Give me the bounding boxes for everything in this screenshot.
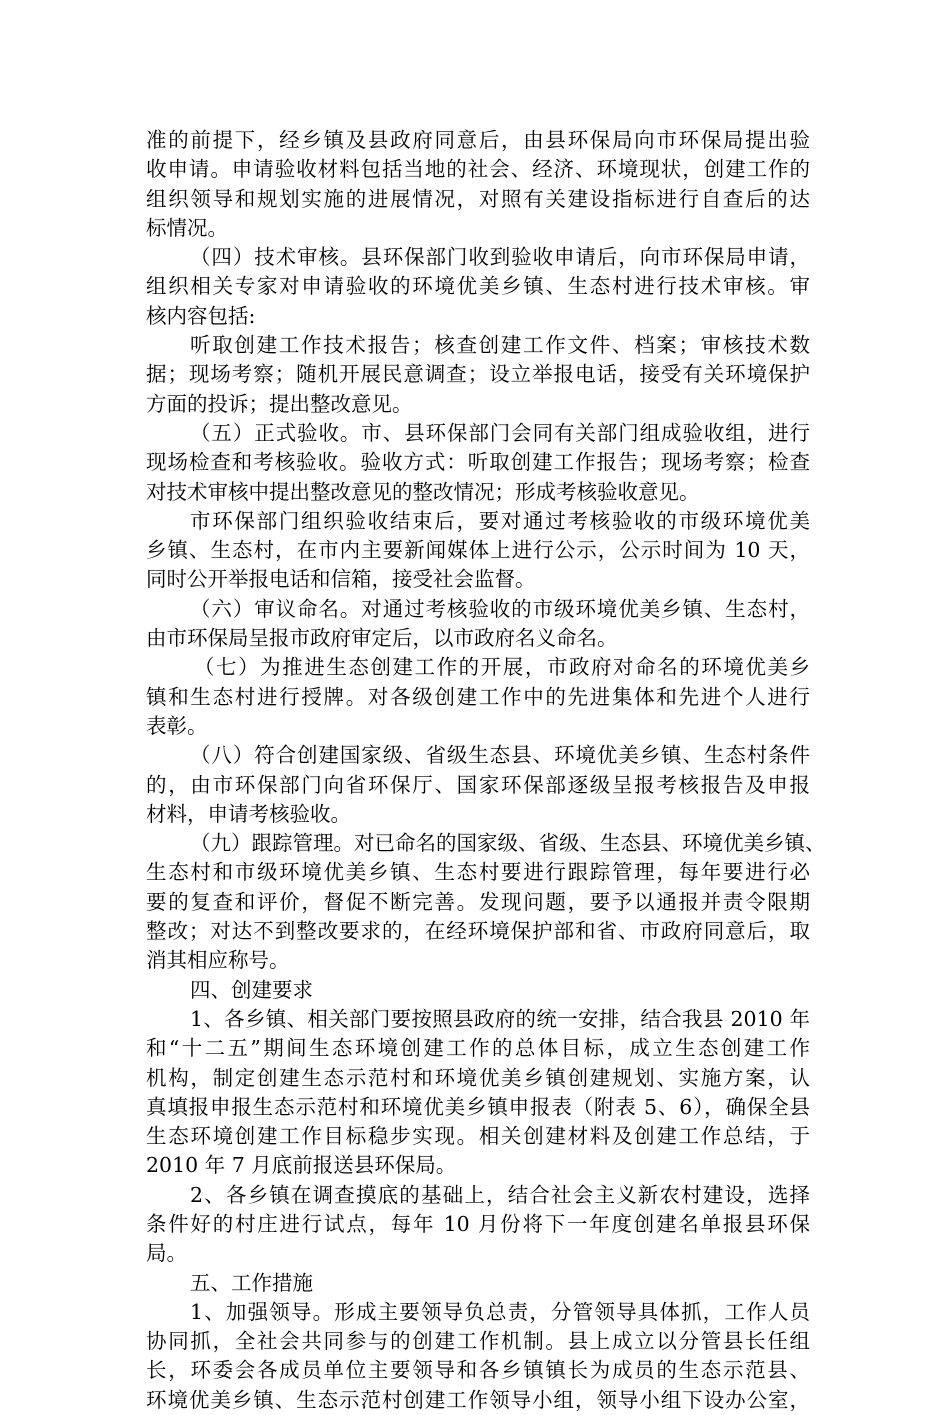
text-line: （五）正式验收。市、县环保部门会同有关部门组成验收组，进行 [190,420,810,445]
text-line: 1、各乡镇、相关部门要按照县政府的统一安排，结合我县 2010 年 [190,1006,810,1031]
text-line: 组织领导和规划实施的进展情况，对照有关建设指标进行自查后的达 [146,186,810,211]
text-line: 据；现场考察；随机开展民意调查；设立举报电话，接受有关环境保护 [146,362,810,387]
text-line: （六）审议命名。对通过考核验收的市级环境优美乡镇、生态村， [190,596,810,621]
text-line: 对技术审核中提出整改意见的整改情况；形成考核验收意见。 [146,479,700,504]
text-line: 材料，申请考核验收。 [146,801,351,826]
text-line: 整改；对达不到整改要求的，在经环境保护部和省、市政府同意后，取 [146,919,810,944]
text-line: 同时公开举报电话和信箱，接受社会监督。 [146,567,536,592]
text-line: 市环保部门组织验收结束后，要对通过考核验收的市级环境优美 [190,508,810,533]
text-line: 局。 [146,1241,187,1266]
text-line: （七）为推进生态创建工作的开展，市政府对命名的环境优美乡 [194,655,810,680]
text-line: （四）技术审核。县环保部门收到验收申请后，向市环保局申请， [190,245,810,270]
section-heading: 四、创建要求 [190,977,313,1002]
text-line: 生态村和市级环境优美乡镇、生态村要进行跟踪管理，每年要进行必 [146,860,810,885]
text-line: 表彰。 [146,713,208,738]
text-line: 乡镇、生态村，在市内主要新闻媒体上进行公示，公示时间为 10 天， [146,538,810,563]
text-line: （八）符合创建国家级、省级生态县、环境优美乡镇、生态村条件 [190,743,810,768]
text-line: 环境优美乡镇、生态示范村创建工作领导小组，领导小组下设办公室， [146,1387,810,1412]
text-line: 收申请。申请验收材料包括当地的社会、经济、环境现状，创建工作的 [146,157,810,182]
text-line: 标情况。 [146,215,228,240]
text-line: 和“十二五”期间生态环境创建工作的总体目标，成立生态创建工作 [146,1036,810,1061]
text-line: 长，环委会各成员单位主要领导和各乡镇镇长为成员的生态示范县、 [146,1358,810,1383]
text-line: 真填报申报生态示范村和环境优美乡镇申报表（附表 5、6），确保全县 [146,1094,810,1119]
text-line: 听取创建工作技术报告；核查创建工作文件、档案；审核技术数 [190,333,810,358]
text-line: （九）跟踪管理。对已命名的国家级、省级、生态县、环境优美乡镇、 [190,831,826,856]
text-line: 要的复查和评价，督促不断完善。发现问题，要予以通报并责令限期 [146,889,810,914]
text-line: 消其相应称号。 [146,948,290,973]
text-line: 协同抓，全社会共同参与的创建工作机制。县上成立以分管县长任组 [146,1329,810,1354]
text-line: 机构，制定创建生态示范村和环境优美乡镇创建规划、实施方案，认 [146,1065,810,1090]
text-line: 2、各乡镇在调查摸底的基础上，结合社会主义新农村建设，选择 [190,1182,810,1207]
text-line: 1、加强领导。形成主要领导负总责，分管领导具体抓，工作人员 [190,1299,810,1324]
text-line: 方面的投诉；提出整改意见。 [146,391,413,416]
text-line: 条件好的村庄进行试点，每年 10 月份将下一年度创建名单报县环保 [146,1211,810,1236]
text-line: 现场检查和考核验收。验收方式：听取创建工作报告；现场考察；检查 [146,450,810,475]
text-line: 由市环保局呈报市政府审定后，以市政府名义命名。 [146,626,618,651]
text-line: 生态环境创建工作目标稳步实现。相关创建材料及创建工作总结，于 [146,1124,810,1149]
text-line: 组织相关专家对申请验收的环境优美乡镇、生态村进行技术审核。审 [146,274,810,299]
text-line: 的，由市环保部门向省环保厅、国家环保部逐级呈报考核报告及申报 [146,772,810,797]
text-line: 镇和生态村进行授牌。对各级创建工作中的先进集体和先进个人进行 [146,684,810,709]
section-heading: 五、工作措施 [190,1270,313,1295]
text-line: 准的前提下，经乡镇及县政府同意后，由县环保局向市环保局提出验 [146,128,810,152]
text-line: 2010 年 7 月底前报送县环保局。 [146,1153,457,1178]
document-body [146,126,826,1415]
text-line: 核内容包括: [146,303,256,328]
